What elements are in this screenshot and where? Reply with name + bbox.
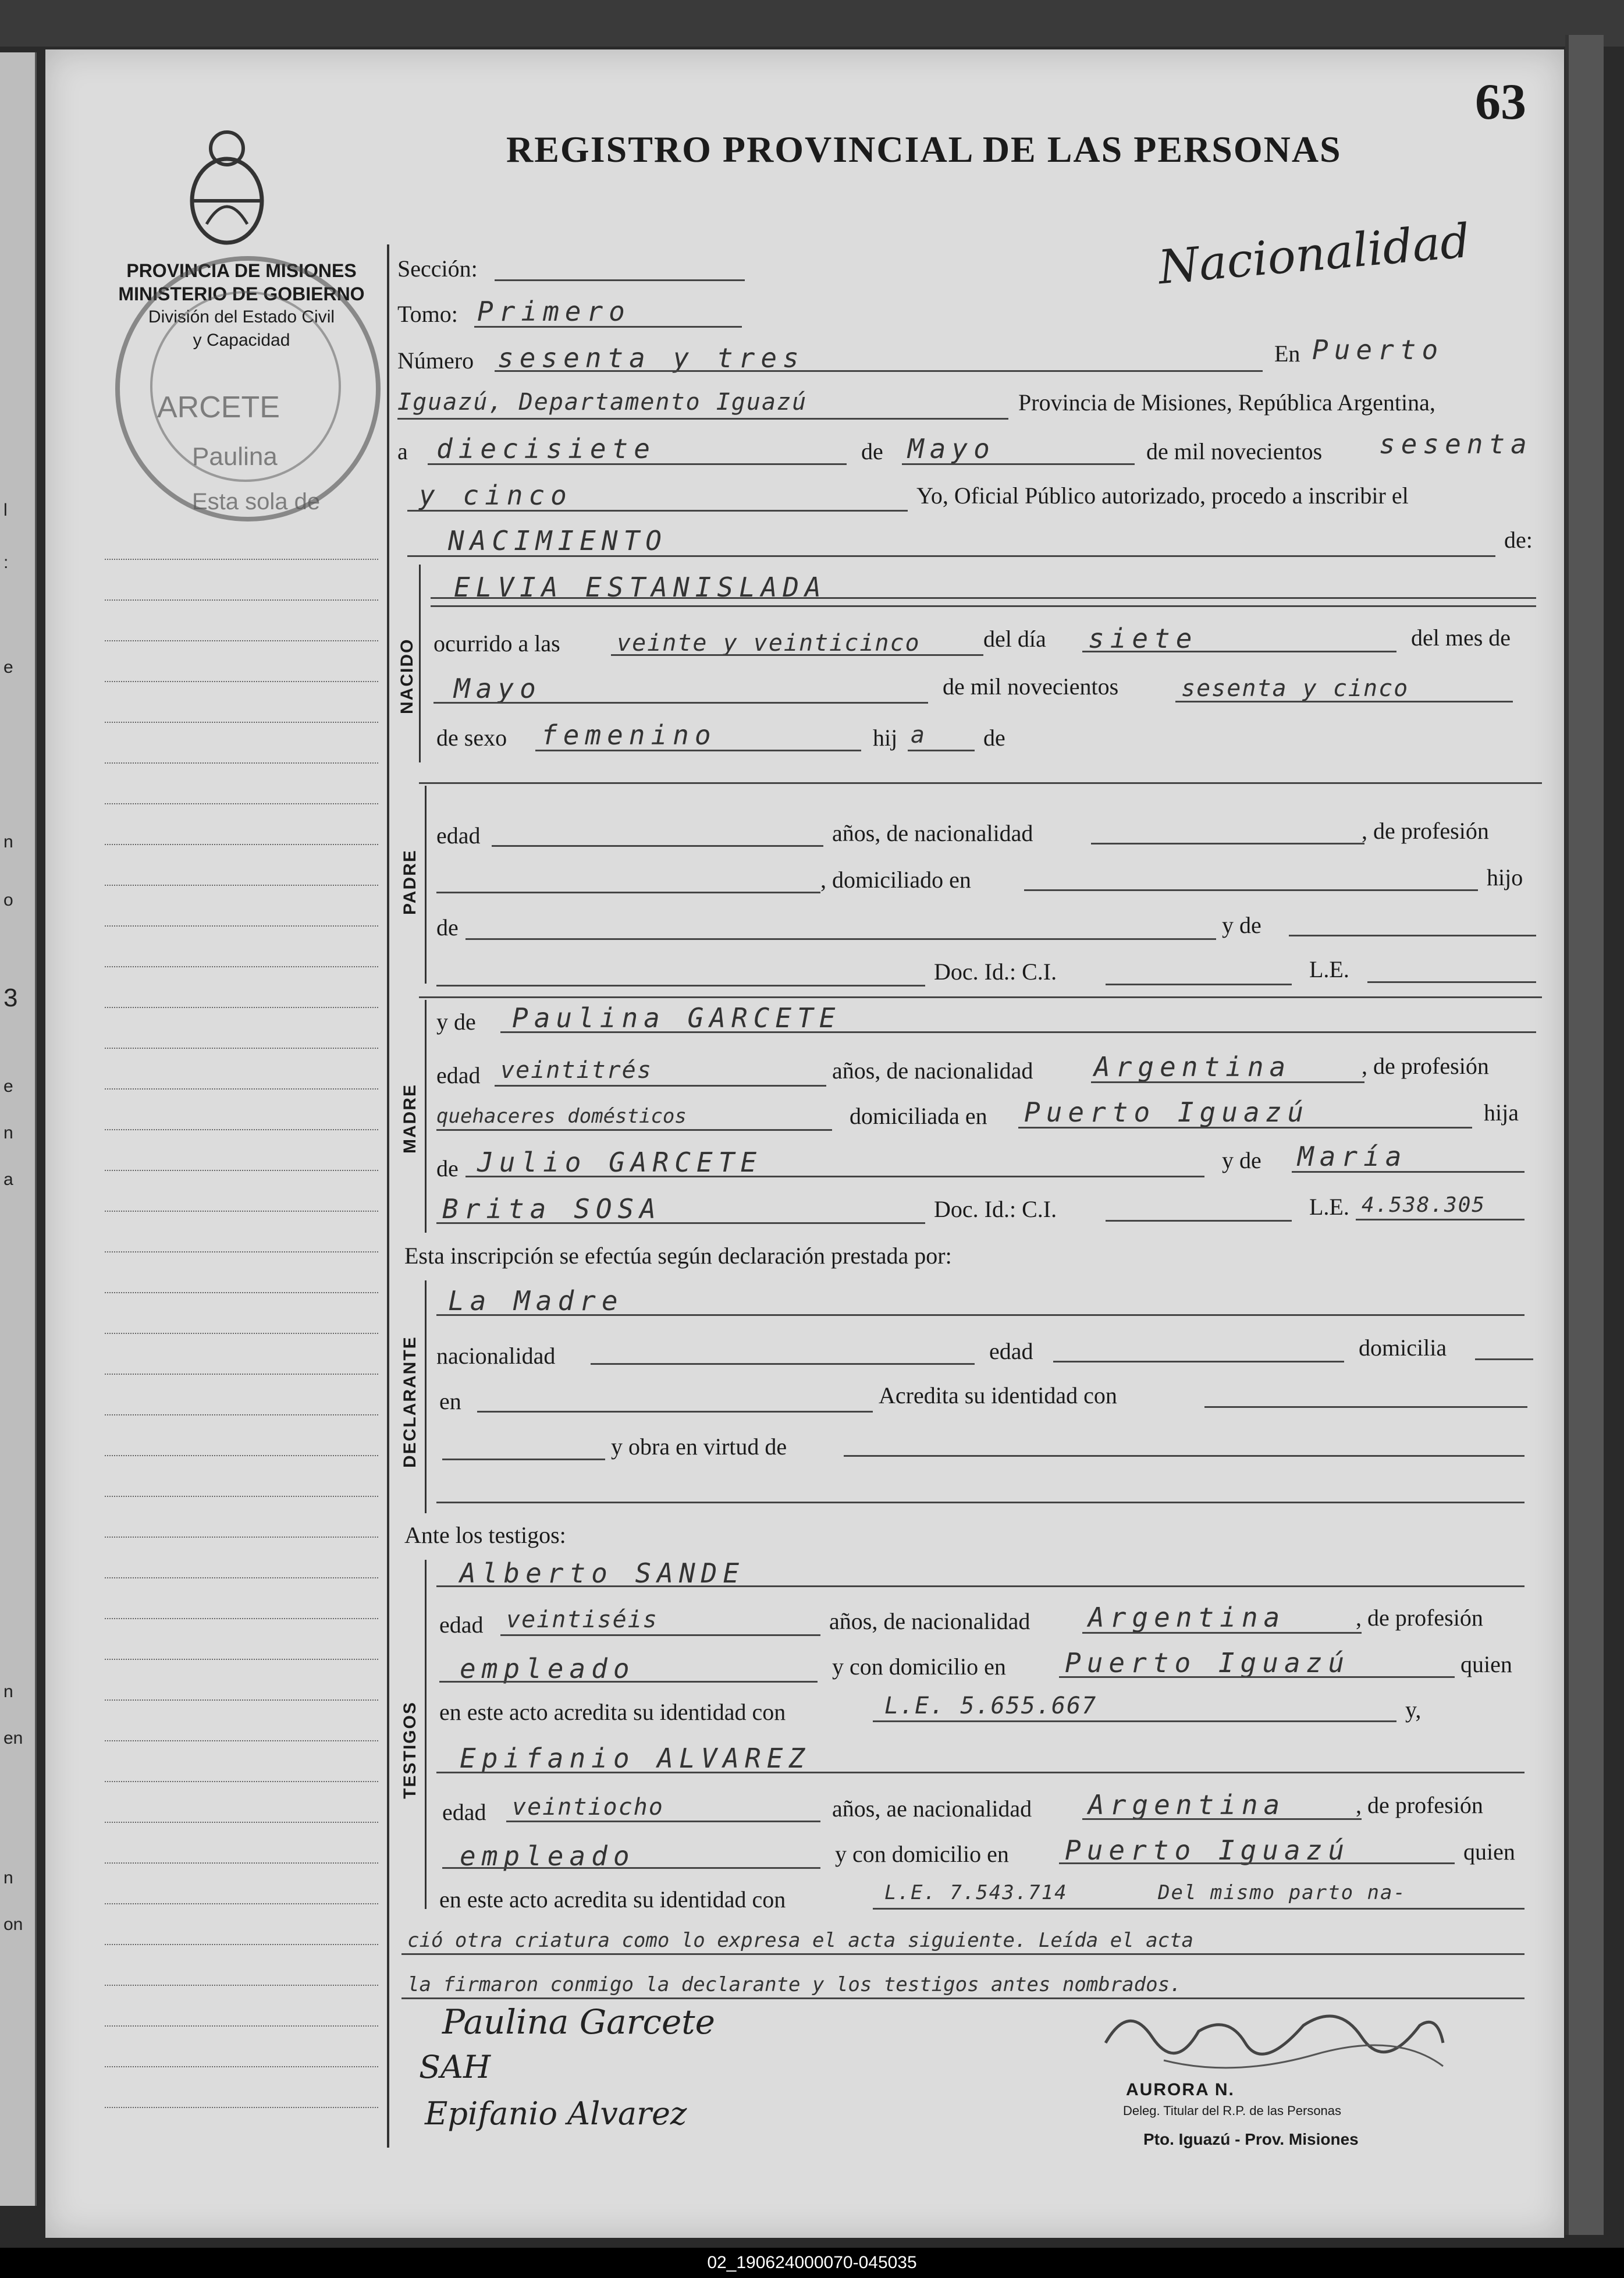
left-page-fragment: e — [3, 1077, 13, 1096]
declarante-name-line — [436, 1314, 1525, 1316]
sexo-label: de sexo — [436, 725, 507, 751]
madre-nacionalidad-value: Argentina — [1094, 1051, 1292, 1083]
officer-place: Pto. Iguazú - Prov. Misiones — [1143, 2130, 1359, 2148]
madre-le-value: 4.538.305 — [1362, 1193, 1486, 1217]
left-page-fragment: o — [3, 890, 13, 910]
left-page-fragment: e — [3, 658, 13, 677]
nacido-month-line — [433, 702, 928, 704]
padre-y-de-label: y de — [1222, 912, 1261, 938]
coat-of-arms-icon — [183, 125, 271, 247]
ministry-line1: PROVINCIA DE MISIONES — [126, 260, 357, 281]
left-page-fragment: l — [3, 501, 8, 520]
notes-line3: la firmaron conmigo la declarante y los testigos antes nombrados. — [407, 1973, 1182, 1996]
padre-rule — [425, 786, 427, 984]
testigo2-acredita-label: en este acto acredita su identidad con — [439, 1886, 786, 1912]
madre-profesion-value: quehaceres domésticos — [436, 1105, 687, 1128]
page-title: REGISTRO PROVINCIAL DE LAS PERSONAS — [506, 129, 1342, 170]
madre-rule — [425, 1000, 427, 1233]
padre-domiciliado-label: , domiciliado en — [820, 867, 971, 893]
de-colon-label: de: — [1504, 527, 1533, 553]
ocurrido-label: ocurrido a las — [433, 630, 560, 657]
page-number: 63 — [1475, 74, 1526, 130]
declarante-rule — [425, 1280, 427, 1513]
header-stamp: Nacionalidad — [1156, 213, 1472, 295]
madre-y-de-label-2: y de — [1222, 1147, 1261, 1173]
declarante-section-label: DECLARANTE — [400, 1336, 420, 1468]
image-id-footer: 02_190624000070-045035 — [0, 2248, 1624, 2278]
ministry-line4: y Capacidad — [193, 331, 290, 350]
testigo2-nacionalidad-value: Argentina — [1088, 1789, 1286, 1821]
testigo1-edad-value: veintiséis — [506, 1606, 658, 1633]
padre-y-de-line — [1289, 935, 1536, 936]
declarante-name: La Madre — [448, 1285, 624, 1317]
officer-signature-icon — [1094, 1990, 1455, 2089]
del-dia-label: del día — [983, 626, 1046, 652]
madre-domiciliada-label: domiciliada en — [850, 1103, 987, 1129]
nacido-rule — [419, 565, 421, 762]
declarante-obra-label: y obra en virtud de — [611, 1433, 787, 1460]
madre-father-line — [465, 1176, 1204, 1177]
madre-father-value: Julio GARCETE — [477, 1147, 763, 1178]
testigo2-profesion-line — [442, 1867, 820, 1869]
padre-nacionalidad-label: años, de nacionalidad — [832, 820, 1033, 846]
ministry-line3: División del Estado Civil — [148, 307, 335, 327]
act-type-line — [407, 555, 1495, 557]
tomo-line — [474, 326, 742, 328]
numero-label: Número — [397, 347, 474, 374]
madre-mother-value-1: María — [1298, 1141, 1408, 1172]
nacido-section-label: NACIDO — [397, 638, 417, 714]
nacido-year-line — [1175, 701, 1513, 702]
padre-hijo-label: hijo — [1487, 864, 1523, 890]
de-label: de — [861, 438, 883, 464]
declarante-acredita-label: Acredita su identidad con — [879, 1382, 1117, 1408]
left-page-fragment: : — [3, 553, 9, 572]
declarante-edad-label: edad — [989, 1338, 1033, 1364]
testigos-section-label: TESTIGOS — [400, 1701, 420, 1799]
madre-domicilio-value: Puerto Iguazú — [1024, 1097, 1310, 1128]
del-mes-label: del mes de — [1411, 625, 1511, 651]
declarante-domicilia-line — [1475, 1358, 1533, 1360]
testigos-rule — [425, 1560, 427, 1909]
declarante-edad-line — [1053, 1361, 1344, 1362]
year-value-1: sesenta — [1379, 428, 1533, 460]
padre-de-label: de — [436, 914, 459, 941]
testigo1-profesion-value: empleado — [460, 1653, 635, 1684]
a-label: a — [397, 438, 408, 464]
stamp-text-1: ARCETE — [157, 391, 280, 424]
testigo1-domicilio-line — [1059, 1676, 1455, 1678]
testigo1-edad-label: edad — [439, 1612, 484, 1638]
hij-line — [908, 750, 975, 751]
testigo2-doc-value: L.E. 7.543.714 — [884, 1881, 1068, 1904]
sexo-line — [535, 750, 861, 751]
padre-ci-line — [1106, 984, 1292, 985]
act-type: NACIMIENTO — [448, 525, 667, 556]
testigo1-profesion-line — [439, 1681, 818, 1683]
madre-profesion-label: , de profesión — [1362, 1053, 1489, 1079]
signature-sah: SAH — [419, 2049, 491, 2085]
notes-line1: Del mismo parto na- — [1158, 1881, 1406, 1904]
officer-name: AURORA N. — [1126, 2080, 1235, 2099]
left-page-fragment: en — [3, 1729, 23, 1748]
declarante-en-label: en — [439, 1388, 461, 1414]
madre-name: Paulina GARCETE — [512, 1002, 841, 1034]
testigo2-doc-line — [873, 1908, 1525, 1910]
madre-nacionalidad-line — [1091, 1081, 1364, 1083]
padre-top-rule — [419, 782, 1542, 784]
madre-name-line — [500, 1031, 1536, 1033]
hour-value: veinte y veinticinco — [617, 630, 921, 657]
stamp-text-3: Esta sola de — [192, 489, 321, 514]
testigo1-quien-label: quien — [1460, 1651, 1512, 1677]
hij-suffix: a — [911, 722, 926, 748]
month-value: Mayo — [908, 433, 996, 464]
declarante-en-line — [477, 1411, 873, 1413]
declarante-extra-line — [436, 1502, 1525, 1503]
madre-nacionalidad-label: años, de nacionalidad — [832, 1058, 1033, 1084]
testigo2-profesion-value: empleado — [460, 1840, 635, 1872]
signature-epifanio: Epifanio Alvarez — [425, 2095, 687, 2132]
padre-section-label: PADRE — [400, 849, 420, 915]
padre-profesion-line — [436, 892, 820, 893]
notes-line2-rule — [401, 1953, 1525, 1955]
declarante-nacionalidad-line — [591, 1363, 975, 1365]
left-page-fragment: n — [3, 832, 13, 851]
left-page-fragment: n — [3, 1868, 13, 1887]
padre-domicilio-line — [1024, 889, 1478, 891]
testigo2-nacionalidad-line — [1082, 1818, 1362, 1820]
background-top — [0, 0, 1624, 47]
madre-section-label: MADRE — [400, 1084, 420, 1154]
testigo1-y-label: y, — [1405, 1697, 1422, 1723]
padre-edad-label: edad — [436, 822, 481, 849]
madre-doc-label: Doc. Id.: C.I. — [934, 1196, 1057, 1222]
padre-doc-line-1 — [436, 985, 925, 987]
stamp-text-2: Paulina — [192, 442, 278, 471]
testigo2-quien-label: quien — [1463, 1839, 1515, 1865]
declarante-domicilia-label: domicilia — [1359, 1335, 1447, 1361]
nacido-day-value: siete — [1088, 623, 1198, 654]
testigo1-acredita-label: en este acto acredita su identidad con — [439, 1699, 786, 1725]
testigo1-domicilio-label: y con domicilio en — [832, 1653, 1006, 1680]
madre-le-line — [1356, 1219, 1525, 1220]
padre-doc-label: Doc. Id.: C.I. — [934, 959, 1057, 985]
officer-title: Deleg. Titular del R.P. de las Personas — [1123, 2103, 1342, 2118]
day-line — [428, 463, 847, 465]
madre-mother-line — [1292, 1171, 1525, 1173]
hij-label: hij — [873, 725, 898, 751]
padre-le-label: L.E. — [1309, 956, 1349, 982]
madre-ci-line — [1106, 1220, 1292, 1222]
testigo1-doc-value: L.E. 5.655.667 — [884, 1692, 1097, 1719]
testigo1-doc-line — [873, 1720, 1396, 1722]
year-line — [407, 510, 908, 512]
madre-de-label: de — [436, 1155, 459, 1181]
padre-nacionalidad-line — [1091, 843, 1364, 845]
nacido-day-line — [1082, 651, 1396, 652]
madre-doc-line-1 — [436, 1222, 925, 1224]
seccion-label: Sección: — [397, 256, 478, 282]
en-value: Puerto — [1312, 334, 1444, 366]
madre-y-de-label: y de — [436, 1009, 476, 1035]
month-line — [902, 463, 1135, 465]
left-page-fragment: n — [3, 1682, 13, 1701]
padre-profesion-label: , de profesión — [1362, 818, 1489, 844]
madre-edad-line — [495, 1085, 826, 1087]
hour-line — [611, 654, 983, 656]
left-page-fragment: on — [3, 1915, 23, 1934]
madre-top-rule — [419, 996, 1542, 998]
testigo2-edad-label: edad — [442, 1799, 486, 1825]
testigo2-domicilio-line — [1059, 1862, 1455, 1864]
testigo2-profesion-label: , de profesión — [1356, 1792, 1483, 1818]
nacido-name-line-2 — [431, 605, 1536, 607]
testigo1-name: Alberto SANDE — [460, 1557, 745, 1589]
madre-hija-label: hija — [1484, 1099, 1519, 1126]
nacido-month-value: Mayo — [454, 673, 542, 704]
nacido-year-prefix: de mil novecientos — [943, 673, 1119, 700]
numero-line — [495, 370, 1263, 372]
day-value: diecisiete — [436, 433, 656, 464]
notes-line2: ció otra criatura como lo expresa el acta siguiente. Leída el acta — [407, 1929, 1194, 1952]
madre-le-label: L.E. — [1309, 1194, 1349, 1220]
testigo2-edad-value: veintiocho — [512, 1794, 664, 1821]
testigo1-name-line — [436, 1585, 1525, 1587]
seccion-line — [495, 279, 745, 281]
testigo1-domicilio-value: Puerto Iguazú — [1065, 1647, 1351, 1679]
year-value-2: y cinco — [419, 480, 573, 511]
testigos-intro: Ante los testigos: — [404, 1522, 566, 1548]
testigo2-domicilio-label: y con domicilio en — [835, 1841, 1009, 1867]
nacido-year-value: sesenta y cinco — [1181, 675, 1409, 702]
main-divider — [387, 244, 389, 2148]
testigo2-domicilio-value: Puerto Iguazú — [1065, 1835, 1351, 1866]
nacido-name-line — [431, 597, 1536, 599]
testigo1-nacionalidad-value: Argentina — [1088, 1602, 1286, 1633]
place-value: Iguazú, Departamento Iguazú — [397, 389, 808, 416]
place-line — [397, 418, 1008, 420]
testigo1-edad-line — [500, 1634, 820, 1636]
testigo1-profesion-label: , de profesión — [1356, 1605, 1483, 1631]
testigo2-edad-line — [506, 1821, 820, 1822]
testigo1-nacionalidad-label: años, de nacionalidad — [829, 1608, 1030, 1634]
declarante-obra-line — [844, 1455, 1525, 1457]
testigo1-nacionalidad-line — [1082, 1632, 1362, 1634]
testigo2-nacionalidad-label: años, ae nacionalidad — [832, 1796, 1032, 1822]
padre-edad-line — [492, 845, 823, 847]
sexo-value: femenino — [541, 719, 717, 751]
en-label: En — [1274, 340, 1300, 367]
madre-domicilio-line — [1018, 1127, 1472, 1129]
madre-edad-label: edad — [436, 1062, 481, 1088]
declarante-acredita-line — [1204, 1406, 1527, 1408]
madre-edad-value: veintitrés — [500, 1057, 652, 1084]
madre-mother-value-2: Brita SOSA — [442, 1193, 662, 1225]
year-prefix: de mil novecientos — [1146, 438, 1323, 464]
padre-le-line — [1367, 981, 1536, 983]
left-page-fragment: 3 — [3, 984, 18, 1012]
testigo2-name-line — [436, 1772, 1525, 1773]
left-page-fragment: n — [3, 1123, 13, 1142]
tomo-label: Tomo: — [397, 301, 458, 327]
numero-value: sesenta y tres — [497, 342, 805, 374]
nacido-de-label: de — [983, 725, 1005, 751]
declarante-intro: Esta inscripción se efectúa según declaración prestada por: — [404, 1243, 952, 1269]
signature-paulina: Paulina Garcete — [442, 2002, 715, 2042]
tomo-value: Primero — [477, 296, 631, 327]
testigo2-name: Epifanio ALVAREZ — [460, 1743, 811, 1774]
madre-profesion-line — [436, 1129, 832, 1131]
ministry-line2: MINISTERIO DE GOBIERNO — [118, 283, 365, 304]
officer-text: Yo, Oficial Público autorizado, procedo a inscribir el — [916, 482, 1409, 509]
left-page-fragment: a — [3, 1170, 13, 1189]
padre-de-line — [465, 938, 1216, 940]
book-edge — [1565, 35, 1604, 2235]
left-page-edge — [0, 52, 37, 2206]
nacido-name: ELVIA ESTANISLADA — [454, 572, 827, 603]
declarante-nacionalidad-label: nacionalidad — [436, 1343, 556, 1369]
province-text: Provincia de Misiones, República Argentina, — [1018, 389, 1435, 416]
declarante-obra-line-1 — [442, 1459, 605, 1460]
